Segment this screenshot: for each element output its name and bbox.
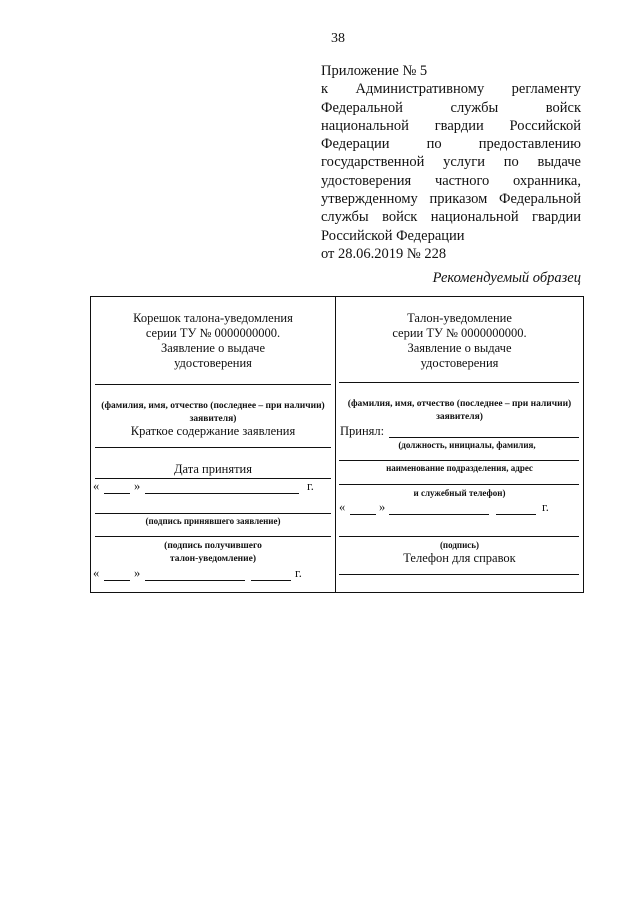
caption-line: (фамилия, имя, отчество (последнее – при наличии) <box>347 399 572 409</box>
recommended-sample-label: Рекомендуемый образец <box>432 270 581 286</box>
notice-title <box>336 311 583 371</box>
notice-name-line <box>339 382 579 383</box>
notice-form <box>90 296 584 593</box>
notice-title-line: Талон-уведомление <box>407 311 512 325</box>
appendix-line: Федеральной службы войск <box>321 99 581 116</box>
notice-name-caption <box>336 398 583 423</box>
stub-date-month-line <box>145 493 299 494</box>
stub-acceptor-signature-line <box>95 513 331 514</box>
stub-title-line: серии ТУ № 0000000000. <box>145 326 281 340</box>
notice-division-caption: наименование подразделения, адрес <box>386 463 533 473</box>
stub-title-line: Заявление о выдаче <box>160 341 266 355</box>
notice-signature-caption: (подпись) <box>439 540 480 550</box>
notice-phone-line <box>339 484 579 485</box>
caption-line: заявителя) <box>189 413 237 424</box>
stub-title <box>91 311 335 371</box>
notice-date-close-quote: » <box>379 500 386 514</box>
appendix-line: от 28.06.2019 № 228 <box>321 245 447 262</box>
appendix-line: удостоверения частного охранника, <box>321 172 581 189</box>
stub-receipt-day-line <box>104 580 130 581</box>
stub-date-day-line <box>104 493 130 494</box>
stub-acceptor-caption: (подпись принявшего заявление) <box>145 516 281 526</box>
notice-accepted-line <box>389 437 579 438</box>
stub-receipt-month-line <box>145 580 245 581</box>
notice-date-year-suffix: г. <box>542 500 549 514</box>
stub-name-line <box>95 384 331 385</box>
appendix-line: Приложение № 5 <box>321 63 428 79</box>
stub-summary-line <box>95 447 331 448</box>
stub-name-caption <box>91 400 335 425</box>
stub-receipt-close-quote: » <box>134 566 141 580</box>
stub-receipt-year-suffix: г. <box>295 566 302 580</box>
notice-date-month-line <box>389 514 489 515</box>
appendix-line: Российской Федерации <box>321 227 465 244</box>
stub-receiver-caption <box>91 540 335 565</box>
stub-summary-label: Краткое содержание заявления <box>130 424 296 438</box>
notice-position-caption: (должность, инициалы, фамилия, <box>398 440 536 450</box>
notice-title-line: серии ТУ № 0000000000. <box>392 326 527 340</box>
stub-title-line: Корешок талона-уведомления <box>133 311 293 325</box>
stub-title-line: удостоверения <box>174 356 252 370</box>
stub-date-year-suffix: г. <box>307 479 314 493</box>
notice-date-day-line <box>350 514 376 515</box>
stub-date-open-quote: « <box>93 479 100 493</box>
appendix-line: службы войск национальной гвардии <box>321 209 581 226</box>
stub-date-label-underline <box>95 478 331 479</box>
stub-receiver-signature-line <box>95 536 331 537</box>
page-number: 38 <box>331 31 345 46</box>
stub-receipt-year-line <box>251 580 291 581</box>
notice-accepted-label: Принял: <box>340 424 385 438</box>
stub-date-close-quote: » <box>134 479 141 493</box>
appendix-line: к Административному регламенту <box>321 81 581 98</box>
appendix-header <box>321 62 581 263</box>
caption-line: талон-уведомление) <box>169 553 257 564</box>
notice-help-phone-line <box>339 574 579 575</box>
appendix-line: Федерации по предоставлению <box>321 136 581 153</box>
notice-date-year-line <box>496 514 536 515</box>
caption-line: (подпись получившего <box>164 541 262 551</box>
appendix-line: национальной гвардии Российской <box>321 117 581 134</box>
appendix-line: утвержденному приказом Федеральной <box>321 191 581 208</box>
appendix-line: государственной услуги по выдаче <box>321 154 581 171</box>
notice-phone-caption: и служебный телефон) <box>413 488 506 498</box>
stub-receipt-open-quote: « <box>93 566 100 580</box>
stub-date-label: Дата принятия <box>173 462 252 476</box>
notice-date-open-quote: « <box>339 500 346 514</box>
notice-help-phone-label: Телефон для справок <box>403 551 516 565</box>
caption-line: заявителя) <box>436 411 483 422</box>
notice-title-line: Заявление о выдаче <box>407 341 512 355</box>
notice-signature-line <box>339 536 579 537</box>
caption-line: (фамилия, имя, отчество (последнее – при наличии) <box>101 401 325 411</box>
notice-title-line: удостоверения <box>420 356 499 370</box>
notice-division-line <box>339 460 579 461</box>
